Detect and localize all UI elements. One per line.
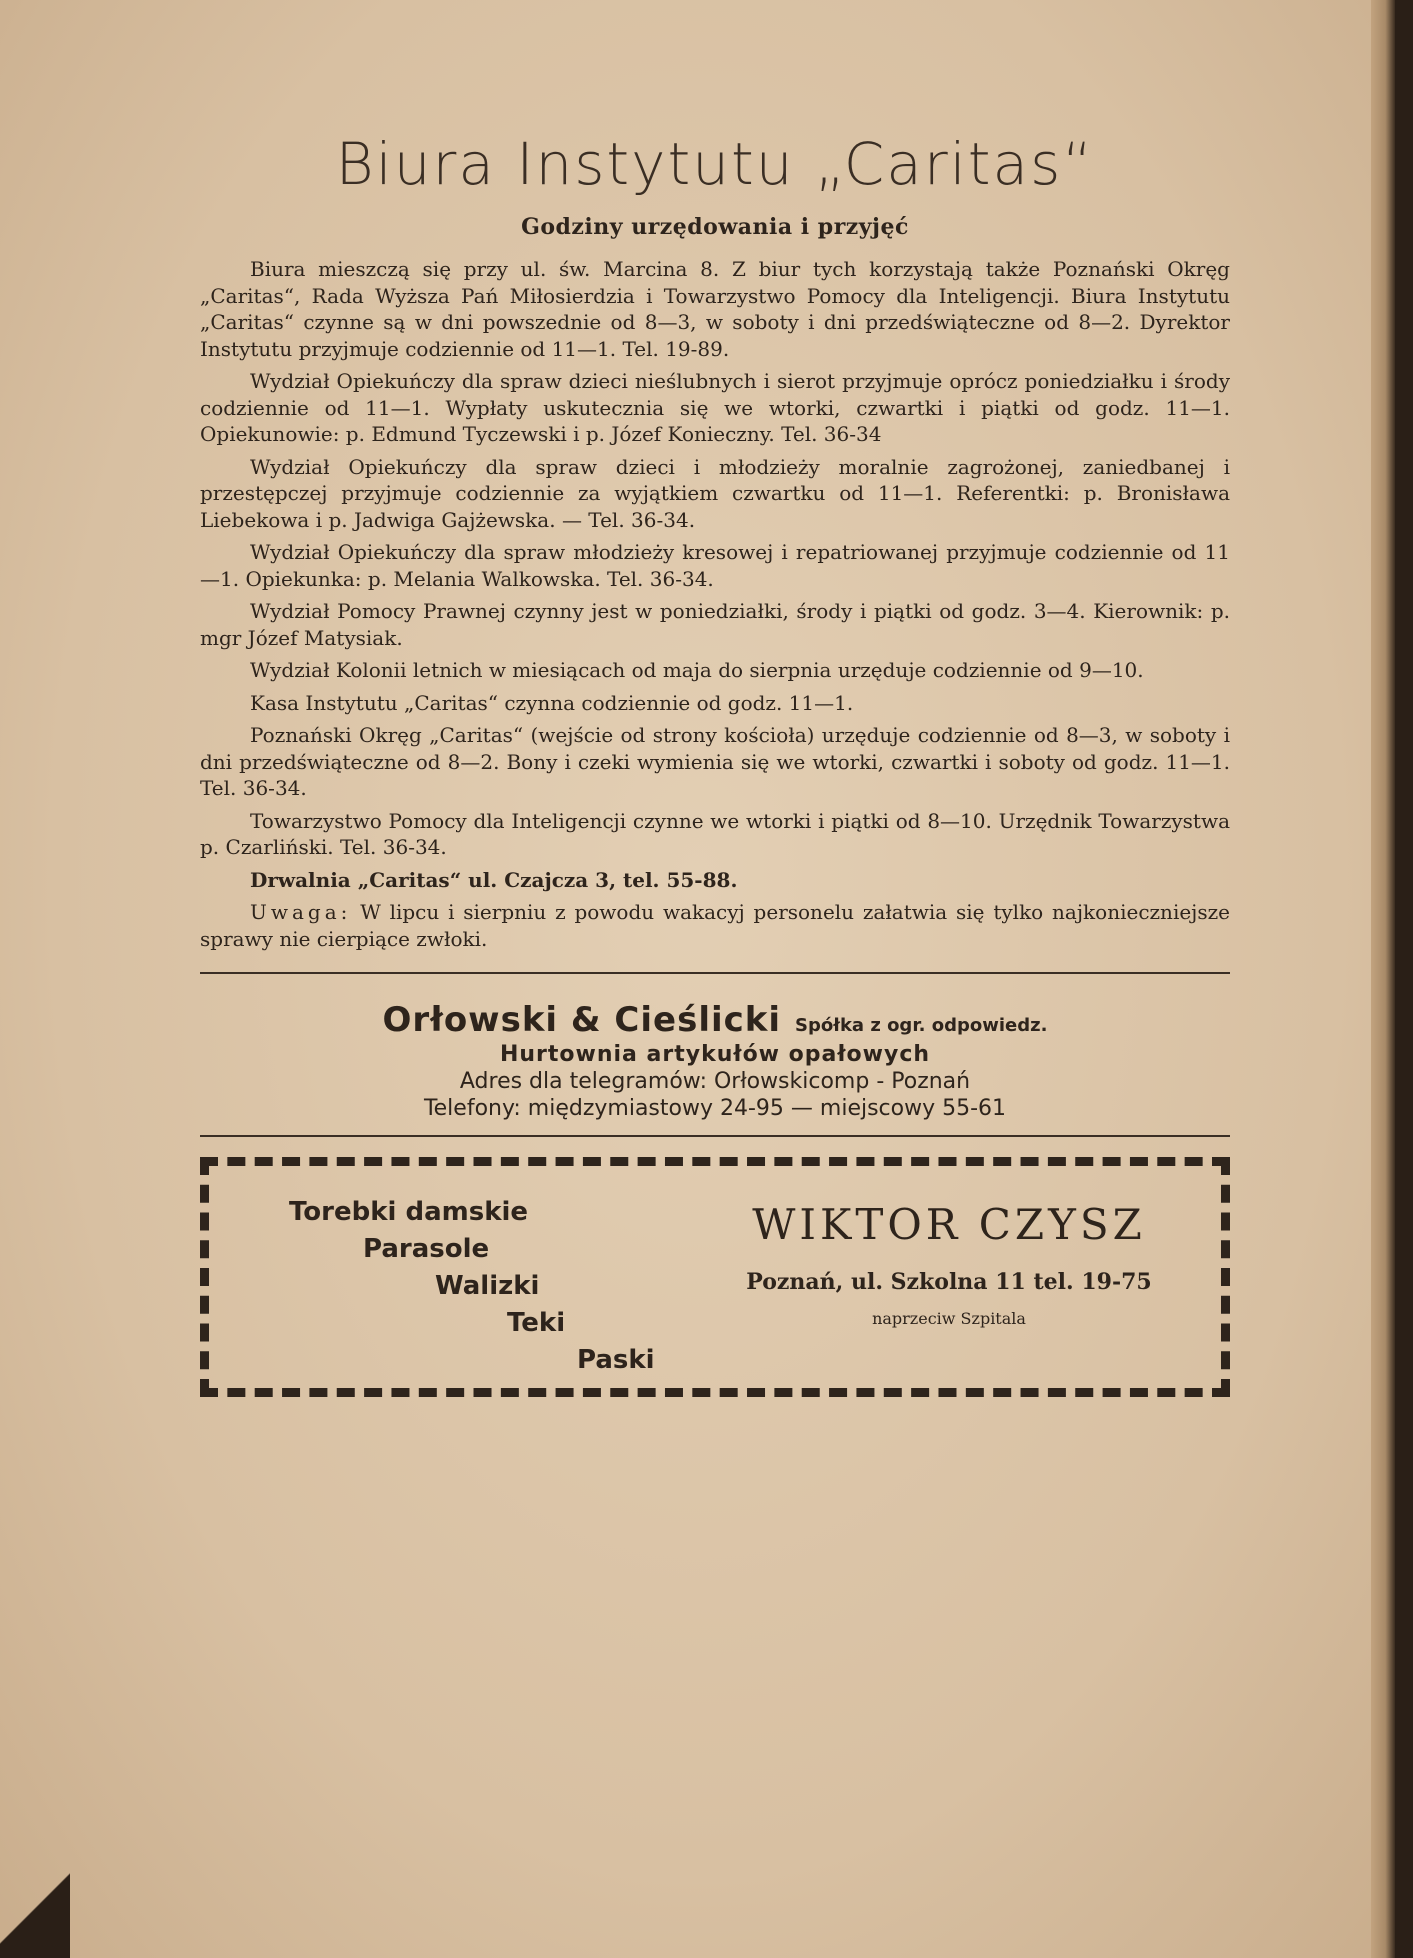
product-item: Walizki [435, 1271, 540, 1301]
paragraph: Wydział Opiekuńczy dla spraw dzieci nieślubnych i sierot przyjmuje oprócz poniedziałku i środy codziennie od 11—1. Wypłaty uskutecznia się we wtorki, czwartki i piątki od godz. 11—1. Opiekunowie: p. Edmund Tyczewski i p. Józef Konieczny. Tel. 36-34 [200, 369, 1230, 446]
advert-company-type: Spółka z ogr. odpowiedz. [795, 1015, 1048, 1036]
advert-czysz-location-note: naprzeciw Szpitala [872, 1309, 1026, 1328]
product-item: Teki [507, 1308, 566, 1338]
product-item: Parasole [363, 1234, 490, 1264]
product-item: Torebki damskie [289, 1197, 529, 1227]
advert-company-name: Orłowski & Cieślicki [382, 1000, 782, 1040]
note-text: W lipcu i sierpniu z powodu wakacyj personelu załatwia się tylko najkonieczniejsze sprawy nie cierpiące zwłoki. [200, 900, 1231, 951]
divider [200, 1135, 1230, 1137]
paragraph: Biura mieszczą się przy ul. św. Marcina 8. Z biur tych korzystają także Poznański Okręg „Caritas“, Rada Wyższa Pań Miłosierdzia i Towarzystwo Pomocy dla Inteligencji. Biura Instytutu „Caritas“ czynne są w dni powszednie od 8—3, w soboty i dni przedświąteczne od 8—2. Dyrektor Instytutu przyjmuje codziennie od 11—1. Tel. 19-89. [200, 257, 1230, 361]
product-list [289, 1194, 655, 1379]
page-subtitle: Godziny urzędowania i przyjęć [521, 214, 909, 240]
book-spine [1371, 0, 1395, 1958]
advert-orlowski [200, 1000, 1230, 1121]
advert-czysz-address: Poznań, ul. Szkolna 11 tel. 19-75 [746, 1269, 1152, 1295]
page-corner [0, 1838, 70, 1958]
paragraph: Wydział Pomocy Prawnej czynny jest w poniedziałki, środy i piątki od godz. 3—4. Kierownik: p. mgr Józef Matysiak. [200, 599, 1230, 650]
paragraph: Wydział Kolonii letnich w miesiącach od maja do sierpnia urzęduje codziennie od 9—10. [250, 658, 1144, 682]
advert-czysz [200, 1157, 1230, 1397]
note-paragraph [200, 899, 1230, 952]
divider [200, 972, 1230, 974]
page-title: Biura Instytutu „Caritas“ [335, 130, 1095, 198]
drwalnia-line: Drwalnia „Caritas“ ul. Czajcza 3, tel. 55-88. [250, 867, 738, 892]
content [200, 130, 1230, 1397]
advert-telegram: Adres dla telegramów: Orłowskicomp - Poznań [459, 1069, 971, 1094]
paragraph: Wydział Opiekuńczy dla spraw młodzieży kresowej i repatriowanej przyjmuje codziennie od 11—1. Opiekunka: p. Melania Walkowska. Tel. 36-34. [200, 540, 1230, 591]
paragraph: Towarzystwo Pomocy dla Inteligencji czynne we wtorki i piątki od 8—10. Urzędnik Towarzystwa p. Czarliński. Tel. 36-34. [200, 808, 1230, 859]
advert-business: Hurtownia artykułów opałowych [499, 1042, 931, 1067]
paragraph: Wydział Opiekuńczy dla spraw dzieci i młodzieży moralnie zagrożonej, zaniedbanej i przestępczej przyjmuje codziennie za wyjątkiem czwartku od 11—1. Referentki: p. Bronisława Liebekowa i p. Jadwiga Gajżewska. — Tel. 36-34. [200, 454, 1230, 532]
advert-phones: Telefony: międzymiastowy 24-95 — miejscowy 55-61 [423, 1096, 1007, 1121]
paragraph: Kasa Instytutu „Caritas“ czynna codziennie od godz. 11—1. [250, 690, 854, 715]
advert-czysz-company: WIKTOR CZYSZ [752, 1200, 1146, 1249]
paragraph: Poznański Okręg „Caritas“ (wejście od strony kościoła) urzęduje codziennie od 8—3, w soboty i dni przedświąteczne od 8—2. Bony i czeki wymienia się we wtorki, czwartki i soboty od godz. 11—1. Tel. 36-34. [200, 723, 1230, 800]
note-label: Uwaga: [250, 900, 352, 924]
advert-czysz-info [729, 1200, 1169, 1328]
product-item: Paski [577, 1345, 655, 1375]
